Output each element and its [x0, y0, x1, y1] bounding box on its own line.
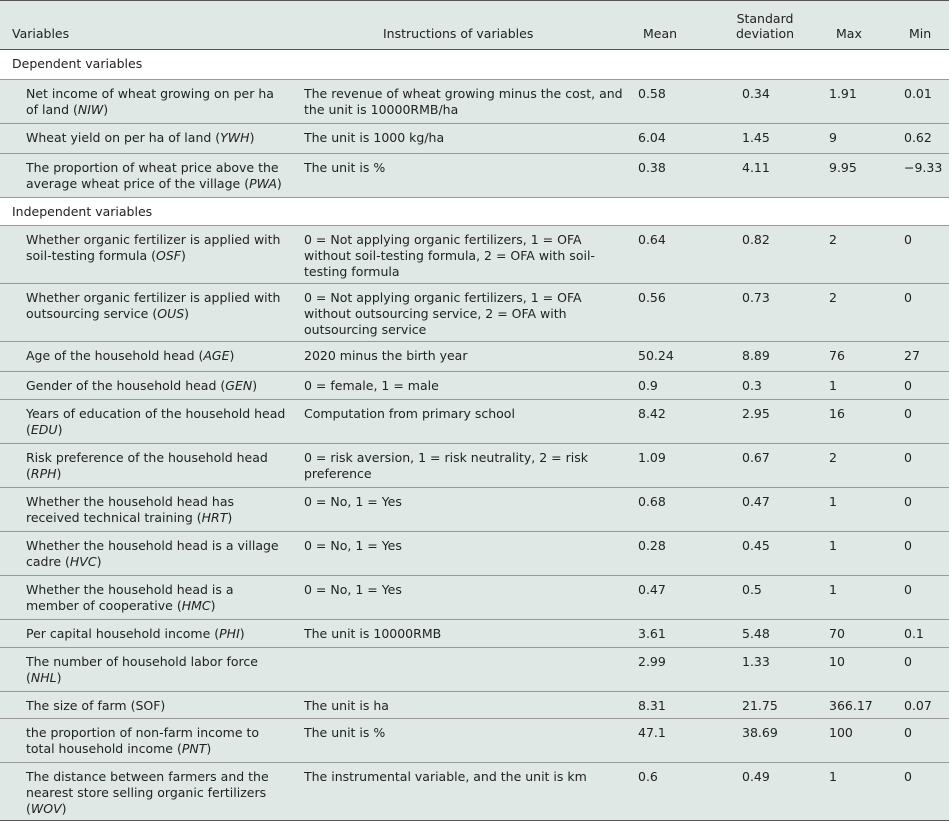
- max-cell: 1.91: [829, 86, 857, 101]
- table-row: [0, 763, 949, 821]
- sd-cell: 21.75: [742, 698, 778, 713]
- sd-cell: 0.3: [742, 378, 762, 393]
- sd-cell: 0.73: [742, 290, 770, 305]
- section-independent-row: [0, 198, 949, 226]
- mean-cell: 0.38: [638, 160, 666, 175]
- section-dependent-row: [0, 50, 949, 80]
- variable-name: Whether organic fertilizer is applied with outsourcing service (OUS): [26, 290, 281, 321]
- mean-cell: 50.24: [638, 348, 674, 363]
- variable-name: the proportion of non-farm income to total household income (PNT): [26, 725, 260, 756]
- sd-cell: 8.89: [742, 348, 770, 363]
- variable-label: Risk preference of the household head: [26, 450, 268, 465]
- variable-abbr: WOV: [30, 801, 62, 816]
- variable-abbr: EDU: [30, 422, 58, 437]
- mean-cell: 3.61: [638, 626, 666, 641]
- max-cell: 76: [829, 348, 845, 363]
- min-cell: 0: [904, 232, 912, 247]
- section-independent-label: Independent variables: [12, 204, 153, 219]
- table-row: [0, 648, 949, 692]
- table-row: [0, 400, 949, 444]
- table-row: [0, 444, 949, 488]
- max-cell: 1: [829, 769, 837, 784]
- variable-abbr: RPH: [30, 466, 57, 481]
- max-cell: 366.17: [829, 698, 873, 713]
- table-row: [0, 124, 949, 154]
- variable-abbr: OUS: [157, 306, 185, 321]
- instruction-cell: 0 = female, 1 = male: [304, 378, 439, 393]
- variable-abbr: PHI: [219, 626, 240, 641]
- sd-cell: 1.33: [742, 654, 770, 669]
- variable-label: Years of education of the household head: [26, 406, 286, 421]
- sd-cell: 0.5: [742, 582, 762, 597]
- sd-cell: 0.45: [742, 538, 770, 553]
- instruction-cell: 0 = Not applying organic fertilizers, 1 = OFA without outsourcing service, 2 = OFA with outsourcing service: [304, 290, 582, 337]
- variable-abbr: HVC: [69, 554, 97, 569]
- instruction-cell: 0 = No, 1 = Yes: [304, 582, 402, 597]
- table-row: [0, 692, 949, 719]
- table-row: [0, 488, 949, 532]
- mean-cell: 0.28: [638, 538, 666, 553]
- table-row: [0, 532, 949, 576]
- sd-cell: 0.34: [742, 86, 770, 101]
- variable-label: The number of household labor force: [26, 654, 258, 669]
- mean-cell: 0.56: [638, 290, 666, 305]
- variable-name: The size of farm (SOF): [26, 698, 166, 713]
- variable-label: Age of the household head: [26, 348, 195, 363]
- header-sd-line1: Standard: [736, 11, 794, 26]
- instruction-cell: 2020 minus the birth year: [304, 348, 468, 363]
- mean-cell: 1.09: [638, 450, 666, 465]
- table-row: [0, 284, 949, 342]
- variable-name: Wheat yield on per ha of land (YWH): [26, 130, 255, 145]
- min-cell: 0: [904, 769, 912, 784]
- sd-cell: 0.82: [742, 232, 770, 247]
- table-row: [0, 719, 949, 763]
- sd-cell: 0.49: [742, 769, 770, 784]
- sd-cell: 2.95: [742, 406, 770, 421]
- mean-cell: 8.42: [638, 406, 666, 421]
- variable-label: Whether the household head is a village cadre: [26, 538, 279, 569]
- sd-cell: 5.48: [742, 626, 770, 641]
- variable-name: Per capital household income (PHI): [26, 626, 245, 641]
- max-cell: 100: [829, 725, 853, 740]
- variable-abbr: HMC: [181, 598, 211, 613]
- max-cell: 16: [829, 406, 845, 421]
- sd-cell: 0.67: [742, 450, 770, 465]
- variable-name: The distance between farmers and the nearest store selling organic fertilizers (WOV): [26, 769, 269, 816]
- instruction-cell: 0 = Not applying organic fertilizers, 1 = OFA without soil-testing formula, 2 = OFA with soil-testing formula: [304, 232, 595, 279]
- instruction-cell: The revenue of wheat growing minus the cost, and the unit is 10000RMB/ha: [304, 86, 623, 117]
- max-cell: 1: [829, 494, 837, 509]
- variable-label: Whether organic fertilizer is applied with outsourcing service: [26, 290, 281, 321]
- max-cell: 10: [829, 654, 845, 669]
- instruction-cell: The unit is %: [304, 160, 386, 175]
- table-row: [0, 342, 949, 372]
- header-sd-line2: deviation: [735, 26, 795, 41]
- min-cell: 0.62: [904, 130, 932, 145]
- table-row: [0, 154, 949, 198]
- min-cell: 0: [904, 450, 912, 465]
- variable-abbr: PWA: [249, 176, 277, 191]
- instruction-cell: 0 = No, 1 = Yes: [304, 494, 402, 509]
- instruction-cell: The unit is 10000RMB: [304, 626, 442, 641]
- variable-name: Years of education of the household head (EDU): [26, 406, 286, 437]
- min-cell: 27: [904, 348, 920, 363]
- header-max: Max: [836, 26, 862, 41]
- sd-cell: 4.11: [742, 160, 770, 175]
- mean-cell: 47.1: [638, 725, 666, 740]
- sd-cell: 1.45: [742, 130, 770, 145]
- min-cell: 0: [904, 290, 912, 305]
- variable-label: The proportion of wheat price above the average wheat price of the village: [26, 160, 279, 191]
- variable-abbr: PNT: [181, 741, 207, 756]
- variable-abbr: GEN: [225, 378, 253, 393]
- instruction-cell: 0 = risk aversion, 1 = risk neutrality, 2 = risk preference: [304, 450, 588, 481]
- min-cell: 0.1: [904, 626, 924, 641]
- min-cell: −9.33: [904, 160, 943, 175]
- min-cell: 0: [904, 494, 912, 509]
- variable-abbr: NIW: [77, 102, 104, 117]
- max-cell: 2: [829, 290, 837, 305]
- section-dependent-label: Dependent variables: [12, 56, 143, 71]
- max-cell: 1: [829, 582, 837, 597]
- instruction-cell: Computation from primary school: [304, 406, 515, 421]
- min-cell: 0.07: [904, 698, 932, 713]
- header-mean: Mean: [643, 26, 678, 41]
- mean-cell: 0.58: [638, 86, 666, 101]
- instruction-cell: The instrumental variable, and the unit is km: [304, 769, 587, 784]
- table-row: [0, 576, 949, 620]
- sd-cell: 0.47: [742, 494, 770, 509]
- table-row: [0, 80, 949, 124]
- instruction-cell: The unit is 1000 kg/ha: [304, 130, 445, 145]
- min-cell: 0: [904, 538, 912, 553]
- mean-cell: 0.6: [638, 769, 658, 784]
- variable-label: Per capital household income: [26, 626, 211, 641]
- mean-cell: 0.47: [638, 582, 666, 597]
- max-cell: 1: [829, 378, 837, 393]
- instruction-cell: 0 = No, 1 = Yes: [304, 538, 402, 553]
- variable-label: Wheat yield on per ha of land: [26, 130, 212, 145]
- header-sd: [725, 11, 805, 41]
- max-cell: 9: [829, 130, 837, 145]
- variable-label: the proportion of non-farm income to total household income: [26, 725, 260, 756]
- variable-label: The distance between farmers and the nearest store selling organic fertilizers: [26, 769, 269, 800]
- variable-name: Whether the household head is a village cadre (HVC): [26, 538, 279, 569]
- variable-label: Whether the household head has received technical training: [26, 494, 235, 525]
- variable-name: Whether the household head is a member of cooperative (HMC): [26, 582, 234, 613]
- mean-cell: 0.9: [638, 378, 658, 393]
- min-cell: 0: [904, 582, 912, 597]
- variable-name: Whether organic fertilizer is applied with soil-testing formula (OSF): [26, 232, 281, 263]
- variable-label: Whether the household head is a member of cooperative: [26, 582, 234, 613]
- variable-label: Net income of wheat growing on per ha of land: [26, 86, 274, 117]
- variable-name: The proportion of wheat price above the average wheat price of the village (PWA): [26, 160, 282, 191]
- instruction-cell: The unit is %: [304, 725, 386, 740]
- variable-abbr: HRT: [201, 510, 228, 525]
- max-cell: 2: [829, 232, 837, 247]
- table-row: [0, 620, 949, 648]
- mean-cell: 6.04: [638, 130, 666, 145]
- min-cell: 0: [904, 725, 912, 740]
- variable-name: The number of household labor force (NHL): [26, 654, 258, 685]
- table-header: [0, 0, 949, 50]
- variable-name: Risk preference of the household head (RPH): [26, 450, 268, 481]
- min-cell: 0: [904, 406, 912, 421]
- max-cell: 2: [829, 450, 837, 465]
- variable-abbr: NHL: [30, 670, 57, 685]
- variable-name: Age of the household head (AGE): [26, 348, 235, 363]
- variable-label: Whether organic fertilizer is applied with soil-testing formula: [26, 232, 281, 263]
- variable-abbr: YWH: [220, 130, 250, 145]
- header-instructions: Instructions of variables: [383, 26, 534, 41]
- header-min: Min: [909, 26, 932, 41]
- mean-cell: 2.99: [638, 654, 666, 669]
- mean-cell: 0.64: [638, 232, 666, 247]
- instruction-cell: The unit is ha: [304, 698, 389, 713]
- min-cell: 0: [904, 378, 912, 393]
- max-cell: 70: [829, 626, 845, 641]
- variable-abbr: OSF: [155, 248, 181, 263]
- variable-name: Gender of the household head (GEN): [26, 378, 258, 393]
- table-row: [0, 226, 949, 284]
- variable-abbr: AGE: [203, 348, 230, 363]
- mean-cell: 8.31: [638, 698, 666, 713]
- min-cell: 0: [904, 654, 912, 669]
- variable-name: Whether the household head has received technical training (HRT): [26, 494, 235, 525]
- min-cell: 0.01: [904, 86, 932, 101]
- sd-cell: 38.69: [742, 725, 778, 740]
- header-variables: Variables: [12, 26, 70, 41]
- variable-name: Net income of wheat growing on per ha of land (NIW): [26, 86, 274, 117]
- max-cell: 1: [829, 538, 837, 553]
- variable-label: Gender of the household head: [26, 378, 217, 393]
- mean-cell: 0.68: [638, 494, 666, 509]
- max-cell: 9.95: [829, 160, 857, 175]
- table-row: [0, 372, 949, 400]
